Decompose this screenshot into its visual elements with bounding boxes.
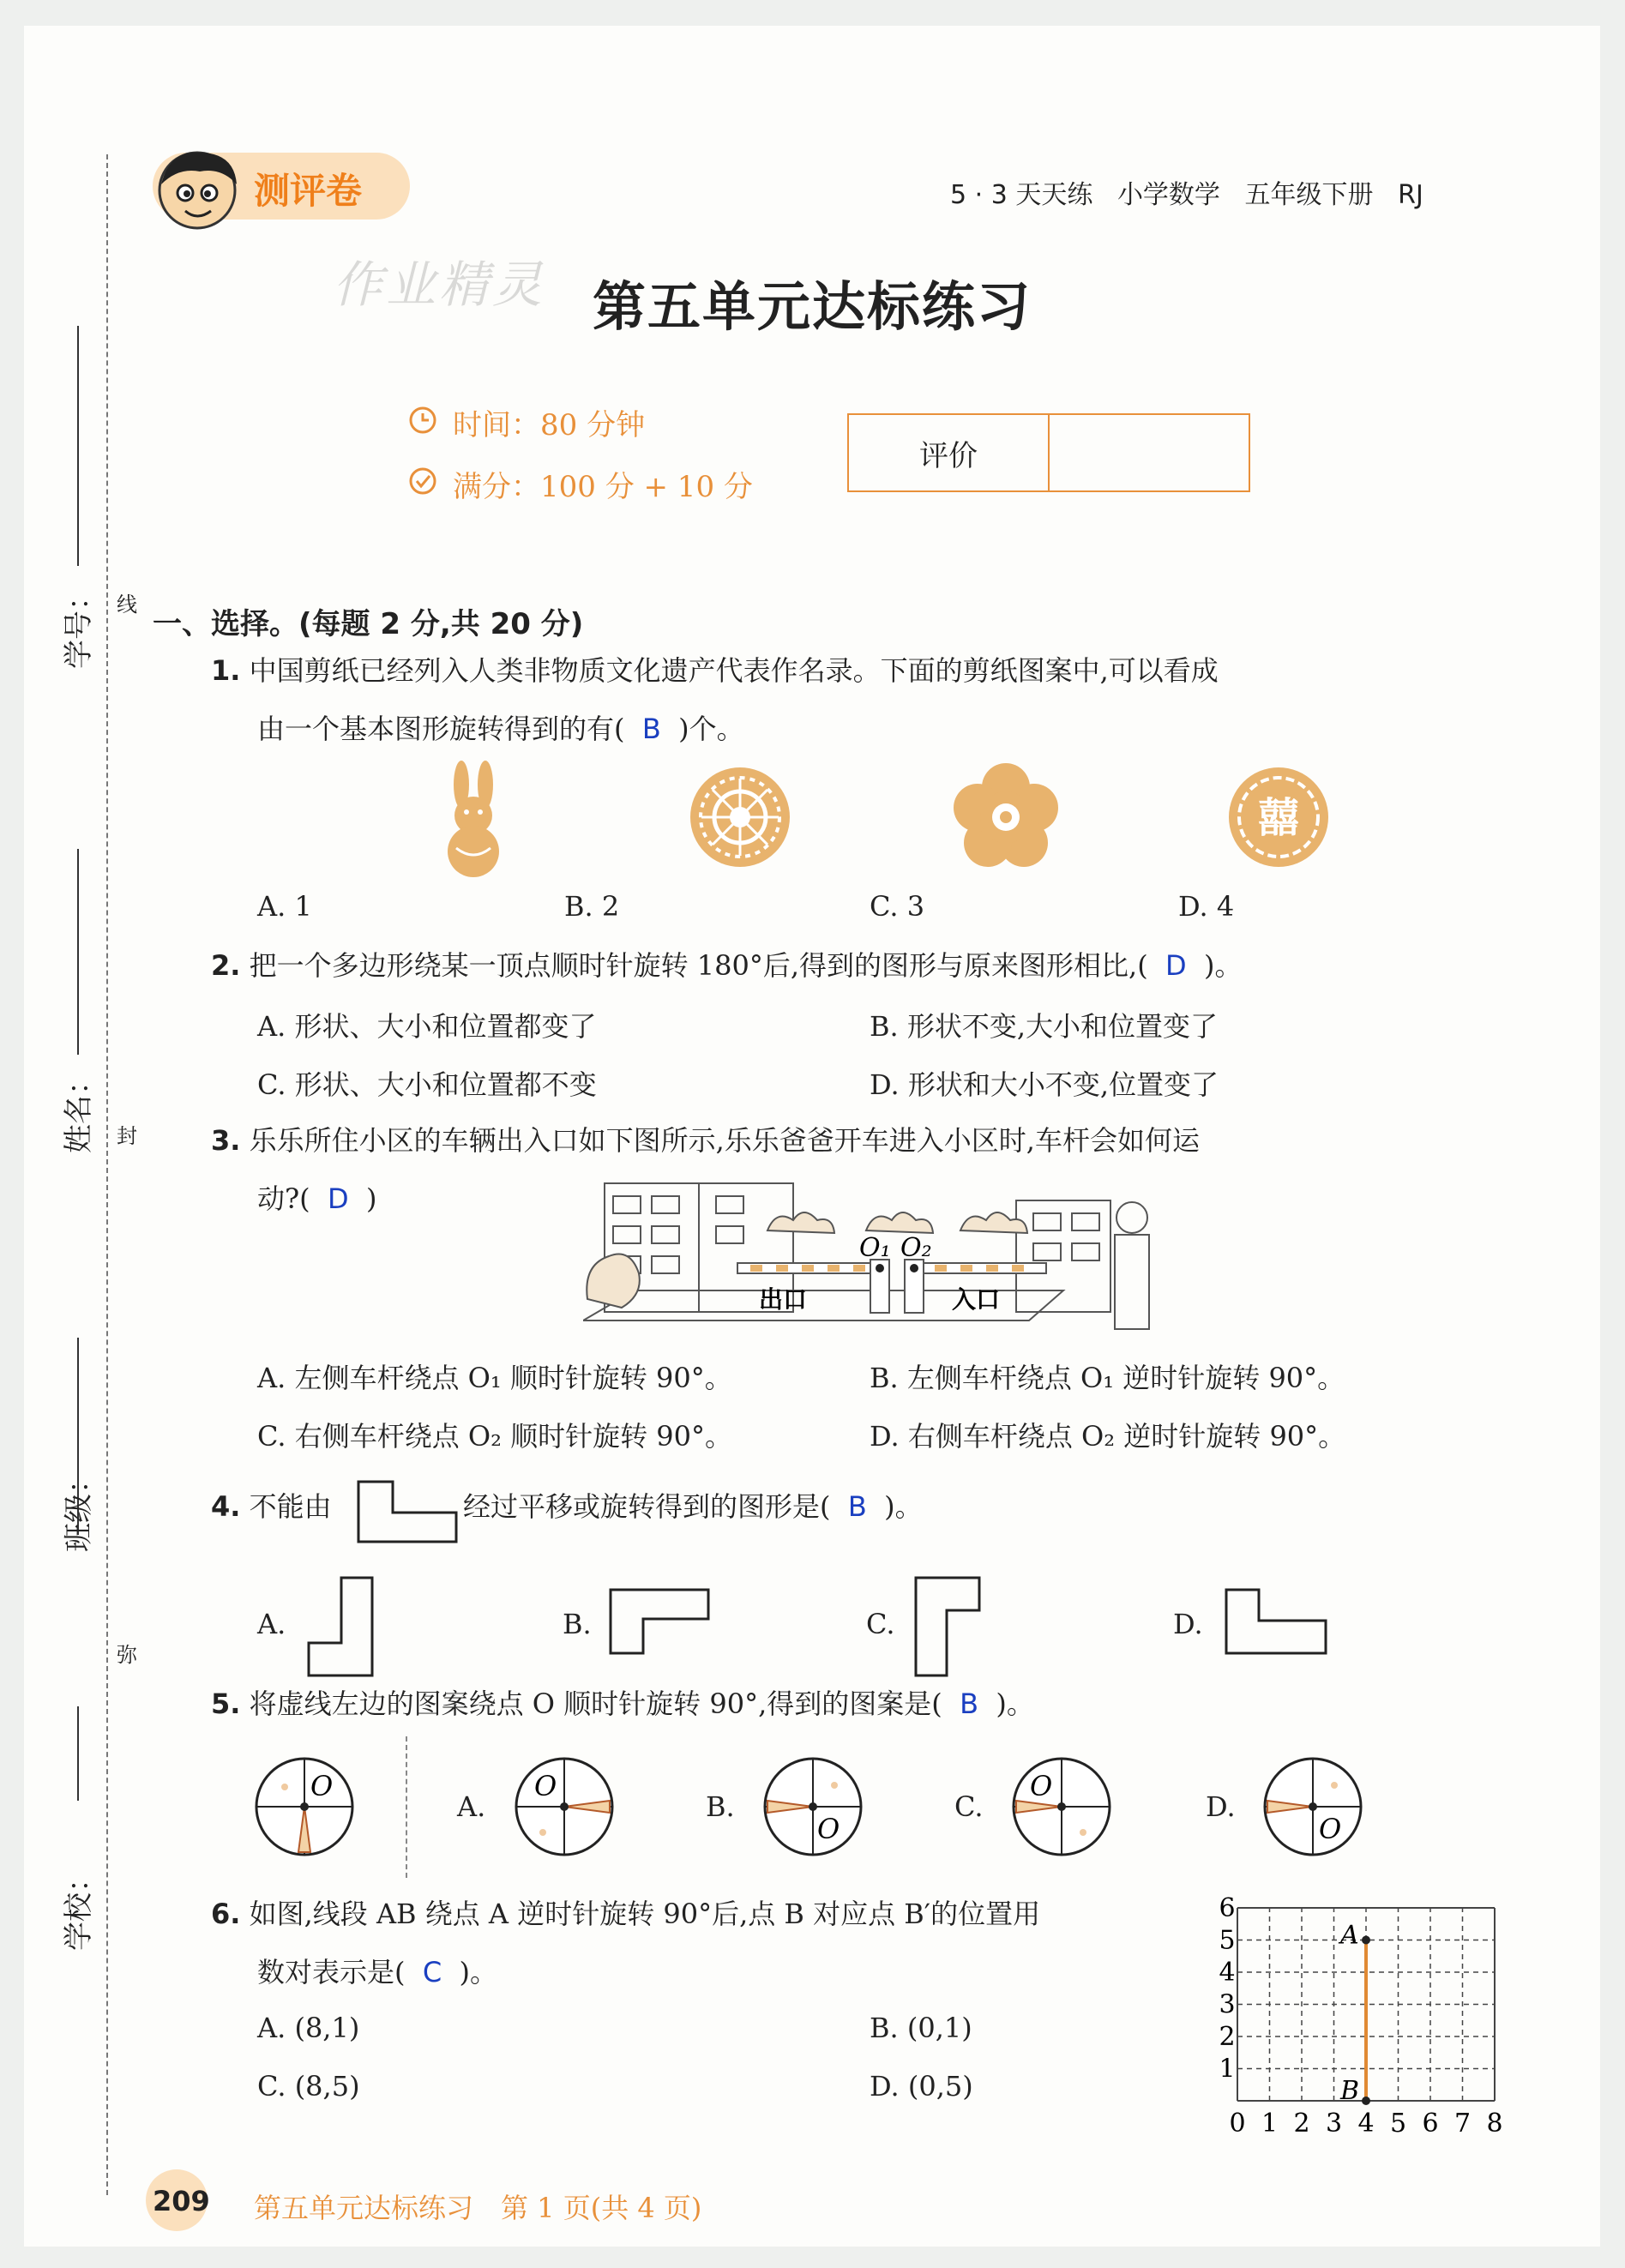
q5-pattern-c <box>1006 1751 1117 1862</box>
q3-answer[interactable]: D <box>328 1182 349 1215</box>
q6-option-b[interactable]: B. (0,1) <box>870 2012 972 2044</box>
q2-option-a[interactable]: A. 形状、大小和位置都变了 <box>257 1010 597 1043</box>
grade-name: 五年级下册 <box>1244 180 1374 210</box>
q5-pattern-a <box>509 1751 620 1862</box>
q6-coordinate-grid <box>1212 1876 1538 2142</box>
q6-line2 <box>257 1953 497 1991</box>
q1-line1 <box>211 652 1219 689</box>
name-label: 姓名： <box>62 1066 96 1153</box>
svg-text:囍: 囍 <box>1257 794 1300 842</box>
q5-label-c[interactable]: C. <box>954 1790 984 1823</box>
q5-point-label-d: O <box>1319 1813 1342 1845</box>
q6-option-d[interactable]: D. (0,5) <box>870 2070 973 2103</box>
q3-line1 <box>211 1122 1200 1159</box>
class-label: 班级： <box>62 1465 96 1552</box>
q5-text-post: )。 <box>996 1687 1034 1720</box>
x-tick-label: 4 <box>1357 2109 1375 2139</box>
evaluation-label: 评价 <box>849 415 1050 490</box>
q2-answer[interactable]: D <box>1165 949 1187 982</box>
q3-option-b[interactable]: B. 左侧车杆绕点 O₁ 逆时针旋转 90°。 <box>870 1362 1345 1394</box>
paper-cut-double-happiness <box>1223 761 1334 873</box>
school-field-line[interactable] <box>77 1706 79 1801</box>
q4-shape-b <box>609 1588 712 1657</box>
q2-text-post: )。 <box>1204 949 1243 982</box>
q2-number: 2. <box>211 949 241 982</box>
x-tick-label: 2 <box>1293 2109 1310 2139</box>
point-b-label: B <box>1340 2076 1360 2106</box>
q5-point-label-c: O <box>1030 1770 1053 1802</box>
q5-label-a[interactable]: A. <box>457 1790 486 1823</box>
y-tick-label: 6 <box>1219 1893 1236 1923</box>
full-score: 满分：100 分 + 10 分 <box>453 470 753 504</box>
q3-option-a[interactable]: A. 左侧车杆绕点 O₁ 顺时针旋转 90°。 <box>257 1362 732 1394</box>
q5-text-pre: 将虚线左边的图案绕点 O 顺时针旋转 90°,得到的图案是( <box>249 1687 942 1720</box>
q5-answer[interactable]: B <box>960 1687 979 1720</box>
q6-option-a[interactable]: A. (8,1) <box>257 2012 360 2044</box>
q6-number: 6. <box>211 1898 241 1930</box>
x-tick-label: 7 <box>1453 2109 1472 2139</box>
q6-option-c[interactable]: C. (8,5) <box>257 2070 360 2103</box>
q4-text-pre: 不能由 <box>249 1490 332 1523</box>
y-tick-label: 3 <box>1219 1989 1236 2020</box>
q1-option-b[interactable]: B. 2 <box>564 890 620 923</box>
y-tick-label: 1 <box>1219 2054 1236 2085</box>
x-tick-label: 6 <box>1422 2109 1439 2139</box>
x-tick-label: 0 <box>1229 2109 1246 2139</box>
q2-option-c[interactable]: C. 形状、大小和位置都不变 <box>257 1068 597 1101</box>
evaluation-box <box>847 413 1250 492</box>
q3-text: 乐乐所住小区的车辆出入口如下图所示,乐乐爸爸开车进入小区时,车杆会如何运 <box>249 1124 1200 1157</box>
gate-entrance-label: 入口 <box>952 1285 1001 1314</box>
q3-text-post: ) <box>365 1182 377 1215</box>
edition-name: RJ <box>1398 180 1423 210</box>
gate-o2-label: O₂ <box>900 1233 932 1263</box>
q4-answer[interactable]: B <box>847 1490 867 1523</box>
q5-point-label-b: O <box>817 1813 840 1845</box>
binding-mark-seal: 封 <box>117 1124 137 1148</box>
q5-line <box>211 1685 1034 1723</box>
page <box>24 26 1600 2247</box>
q6-answer[interactable]: C <box>422 1956 442 1988</box>
q5-point-label: O <box>310 1770 334 1802</box>
q4-base-shape <box>357 1480 460 1544</box>
school-label: 学校： <box>62 1863 96 1951</box>
point-a-dot <box>1362 1936 1370 1945</box>
q5-label-b[interactable]: B. <box>706 1790 735 1823</box>
q5-pattern-d <box>1257 1751 1369 1862</box>
x-tick-label: 5 <box>1389 2109 1407 2139</box>
q6-text: 如图,线段 AB 绕点 A 逆时针旋转 90°后,点 B 对应点 B′的位置用 <box>249 1898 1041 1930</box>
page-number: 209 <box>153 2185 210 2217</box>
series-name: 5 · 3 天天练 <box>950 180 1093 210</box>
watermark: 作业精灵 <box>333 256 546 314</box>
q6-text-pre: 数对表示是( <box>257 1956 406 1988</box>
x-tick-label: 8 <box>1486 2109 1503 2139</box>
q5-label-d[interactable]: D. <box>1206 1790 1236 1823</box>
q2-text-pre: 把一个多边形绕某一顶点顺时针旋转 180°后,得到的图形与原来图形相比,( <box>249 949 1148 982</box>
q1-text-pre: 由一个基本图形旋转得到的有( <box>257 713 625 745</box>
q4-label-a[interactable]: A. <box>257 1608 286 1640</box>
q4-shape-a <box>307 1576 376 1679</box>
name-field-line[interactable] <box>77 849 79 1055</box>
badge-label: 测评卷 <box>254 170 363 212</box>
q4-text-post: )。 <box>884 1490 923 1523</box>
q5-point-label-a: O <box>534 1770 557 1802</box>
x-tick-label: 3 <box>1325 2109 1343 2139</box>
x-tick-label: 1 <box>1261 2109 1279 2139</box>
q6-line1 <box>211 1895 1040 1933</box>
q1-option-d[interactable]: D. 4 <box>1178 890 1235 923</box>
q5-original-pattern <box>249 1751 360 1862</box>
number-label: 学号： <box>62 581 96 669</box>
q4-label-c[interactable]: C. <box>866 1608 895 1640</box>
q4-line-end <box>463 1488 923 1525</box>
number-field-line[interactable] <box>77 326 79 566</box>
q4-label-b[interactable]: B. <box>563 1608 592 1640</box>
gate-exit-label: 出口 <box>759 1285 808 1314</box>
section-heading: 一、选择。(每题 2 分,共 20 分) <box>153 607 584 641</box>
q2-option-d[interactable]: D. 形状和大小不变,位置变了 <box>870 1068 1219 1101</box>
q3-line2 <box>257 1180 376 1218</box>
point-b-dot <box>1362 2097 1370 2105</box>
y-tick-label: 2 <box>1219 2022 1236 2052</box>
q3-number: 3. <box>211 1124 241 1157</box>
q4-line-start <box>211 1488 332 1525</box>
q4-number: 4. <box>211 1490 241 1523</box>
q3-text-pre: 动?( <box>257 1182 310 1215</box>
q1-option-a[interactable]: A. 1 <box>257 890 312 923</box>
subject-name: 小学数学 <box>1116 180 1220 210</box>
q1-number: 1. <box>211 654 241 687</box>
y-tick-label: 5 <box>1219 1925 1236 1956</box>
q1-option-c[interactable]: C. 3 <box>870 890 925 923</box>
gate-illustration <box>583 1179 1201 1351</box>
evaluation-value[interactable] <box>1050 415 1249 490</box>
check-icon <box>408 466 437 496</box>
q4-text-mid: 经过平移或旋转得到的图形是( <box>463 1490 831 1523</box>
paper-cut-medallion <box>684 761 796 873</box>
q1-text: 中国剪纸已经列入人类非物质文化遗产代表作名录。下面的剪纸图案中,可以看成 <box>249 654 1219 687</box>
q5-dashed-divider <box>406 1736 407 1878</box>
binding-mark-close: 弥 <box>117 1643 137 1667</box>
q5-pattern-b <box>757 1751 869 1862</box>
q4-shape-d <box>1225 1588 1329 1657</box>
point-a-label: A <box>1340 1920 1359 1951</box>
binding-dashed-line <box>106 154 108 2195</box>
q1-line2 <box>257 710 744 748</box>
binding-mark-line: 线 <box>117 593 137 617</box>
q3-option-c[interactable]: C. 右侧车杆绕点 O₂ 顺时针旋转 90°。 <box>257 1420 732 1453</box>
q1-answer[interactable]: B <box>641 713 661 745</box>
q5-number: 5. <box>211 1687 241 1720</box>
q6-text-post: )。 <box>459 1956 498 1988</box>
q3-option-d[interactable]: D. 右侧车杆绕点 O₂ 逆时针旋转 90°。 <box>870 1420 1346 1453</box>
header-series <box>950 173 1423 211</box>
paper-cut-rabbit <box>427 759 521 879</box>
paper-cut-plum-flower <box>950 761 1062 873</box>
mascot-icon <box>153 146 247 232</box>
q2-line <box>211 947 1243 984</box>
page-title: 第五单元达标练习 <box>592 275 1032 338</box>
time-limit: 时间：80 分钟 <box>453 408 646 442</box>
footer-text: 第五单元达标练习 第 1 页(共 4 页) <box>254 2192 702 2224</box>
gate-o1-label: O₁ <box>859 1233 891 1263</box>
q2-option-b[interactable]: B. 形状不变,大小和位置变了 <box>870 1010 1219 1043</box>
q1-text-post: )个。 <box>678 713 744 745</box>
q4-shape-c <box>914 1576 983 1679</box>
clock-icon <box>408 406 437 435</box>
q4-label-d[interactable]: D. <box>1173 1608 1203 1640</box>
y-tick-label: 4 <box>1219 1958 1236 1988</box>
